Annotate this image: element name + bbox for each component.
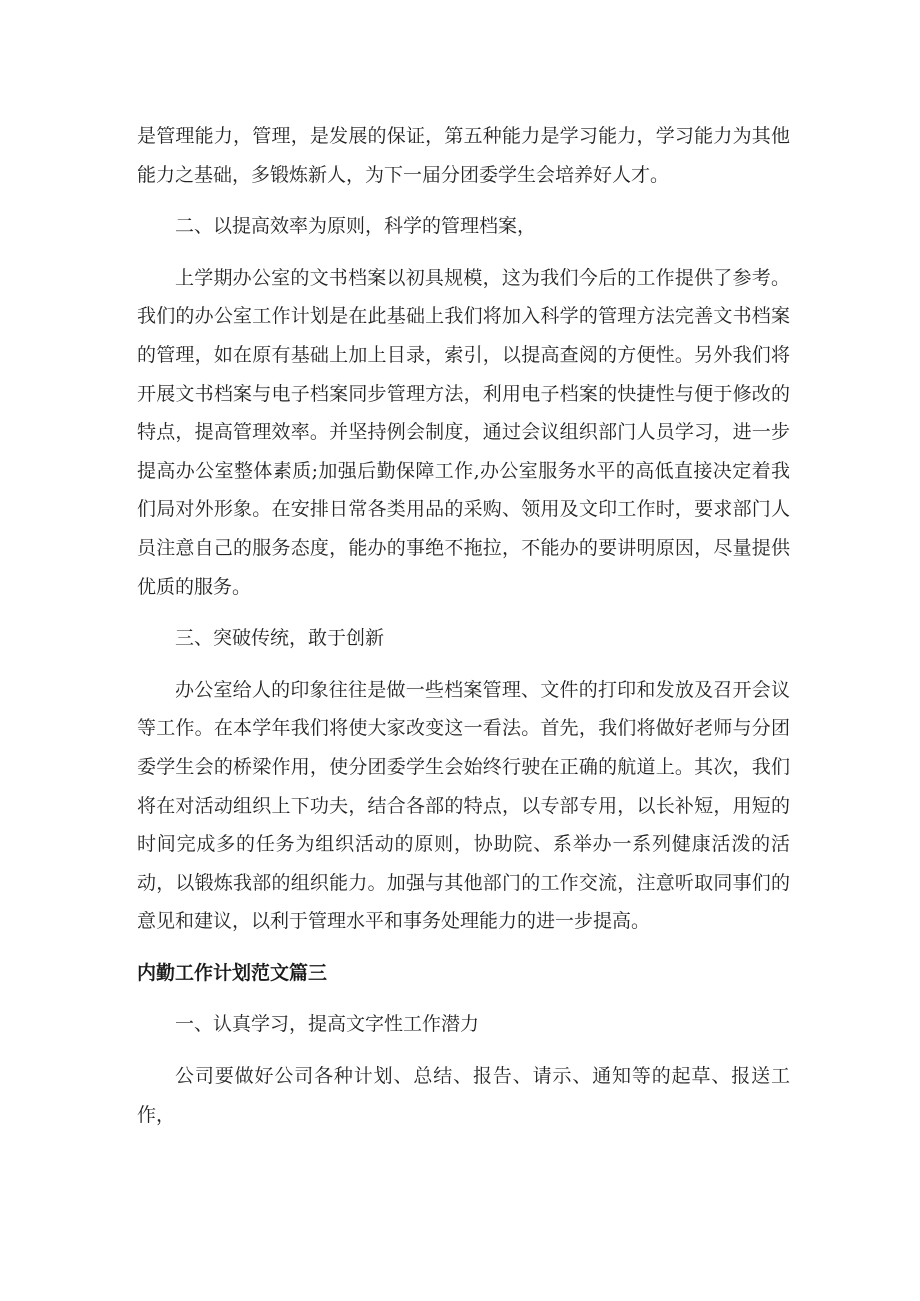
section-heading-innovation: 三、突破传统，敢于创新 — [175, 627, 385, 650]
section-heading-writing-skills: 一、认真学习，提高文字性工作潜力 — [175, 1013, 480, 1036]
paragraph-ability-summary: 是管理能力，管理，是发展的保证，第五种能力是学习能力，学习能力为其他能力之基础，多锻炼新人，为下一届分团委学生会培养好人才。 — [137, 125, 790, 186]
paragraph-writing-duties: 公司要做好公司各种计划、总结、报告、请示、通知等的起草、报送工作， — [137, 1065, 790, 1126]
document-body — [137, 117, 790, 1134]
paragraph-archive-management: 上学期办公室的文书档案以初具规模，这为我们今后的工作提供了参考。我们的办公室工作计划是在此基础上我们将加入科学的管理方法完善文书档案的管理，如在原有基础上加上目录，索引，以提高查阅的方便性。另外我们将开展文书档案与电子档案同步管理方法，利用电子档案的快捷性与便于修改的特点，提高管理效率。并坚持例会制度，通过会议组织部门人员学习，进一步提高办公室整体素质;加强后勤保障工作,办公室服务水平的高低直接决定着我们局对外形象。在安排日常各类用品的采购、领用及文印工作时，要求部门人员注意自己的服务态度，能办的事绝不拖拉，不能办的要讲明原因，尽量提供优质的服务。 — [137, 266, 790, 598]
section-heading-archive-management: 二、以提高效率为原则，科学的管理档案， — [175, 215, 537, 238]
article-title-part-three: 内勤工作计划范文篇三 — [137, 961, 328, 984]
paragraph-innovation: 办公室给人的印象往往是做一些档案管理、文件的打印和发放及召开会议等工作。在本学年我们将使大家改变这一看法。首先，我们将做好老师与分团委学生会的桥梁作用，使分团委学生会始终行驶在正确的航道上。其次，我们将在对活动组织上下功夫，结合各部的特点，以专部专用，以长补短，用短的时间完成多的任务为组织活动的原则，协助院、系举办一系列健康活泼的活动，以锻炼我部的组织能力。加强与其他部门的工作交流，注意听取同事们的意见和建议，以利于管理水平和事务处理能力的进一步提高。 — [137, 678, 790, 933]
